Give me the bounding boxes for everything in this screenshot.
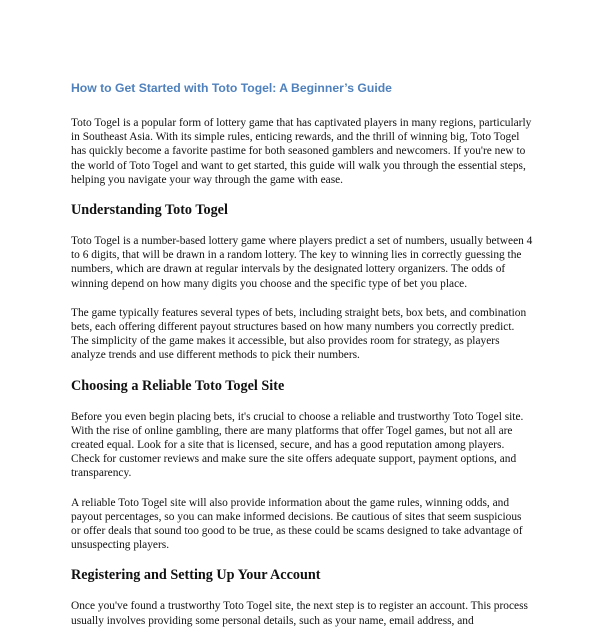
choosing-site-paragraph-1: Before you even begin placing bets, it's crucial to choose a reliable and trustworthy Toto Togel site. With the rise of online gambling, there are many platforms that offer Togel games, but not all are created equal. Look for a site that is licensed, secure, and has a good reputation among players. Check for customer reviews and make sure the site offers adequate support, payment options, and transparency. [71,410,524,480]
section-heading-understanding: Understanding Toto Togel [71,202,228,219]
understanding-paragraph-2: The game typically features several types of bets, including straight bets, box bets, and combination bets, each offering different payout structures based on how many numbers you correctly predict. The simplicity of the game makes it accessible, but also provides room for strategy, as players analyze trends and use different methods to pick their numbers. [71,306,527,362]
choosing-site-paragraph-2: A reliable Toto Togel site will also provide information about the game rules, winning odds, and payout percentages, so you can make informed decisions. Be cautious of sites that seem suspicious or offer deals that sound too good to be true, as these could be scams designed to take advantage of unsuspecting players. [71,496,523,552]
section-heading-choosing-site: Choosing a Reliable Toto Togel Site [71,377,285,394]
registering-paragraph-1: Once you've found a trustworthy Toto Togel site, the next step is to register an account. This process usually involves providing some personal details, such as your name, email address, and [71,600,528,627]
understanding-paragraph-1: Toto Togel is a number-based lottery game where players predict a set of numbers, usually between 4 to 6 digits, that will be drawn in a random lottery. The key to winning lies in correctly guessing the numbers, which are drawn at regular intervals by the designated lottery organizers. The odds of winning depend on how many digits you choose and the specific type of bet you place. [71,235,533,290]
section-heading-registering: Registering and Setting Up Your Account [71,567,321,584]
document-content [71,80,533,643]
document-title: How to Get Started with Toto Togel: A Beginner’s Guide [71,81,392,95]
intro-paragraph: Toto Togel is a popular form of lottery game that has captivated players in many regions, particularly in Southeast Asia. With its simple rules, enticing rewards, and the thrill of winning big, Toto Togel has quickly become a favorite pastime for both seasoned gamblers and newcomers. If you're new to the world of Toto Togel and want to get started, this guide will walk you through the essential steps, helping you navigate your way through the game with ease. [71,117,532,186]
